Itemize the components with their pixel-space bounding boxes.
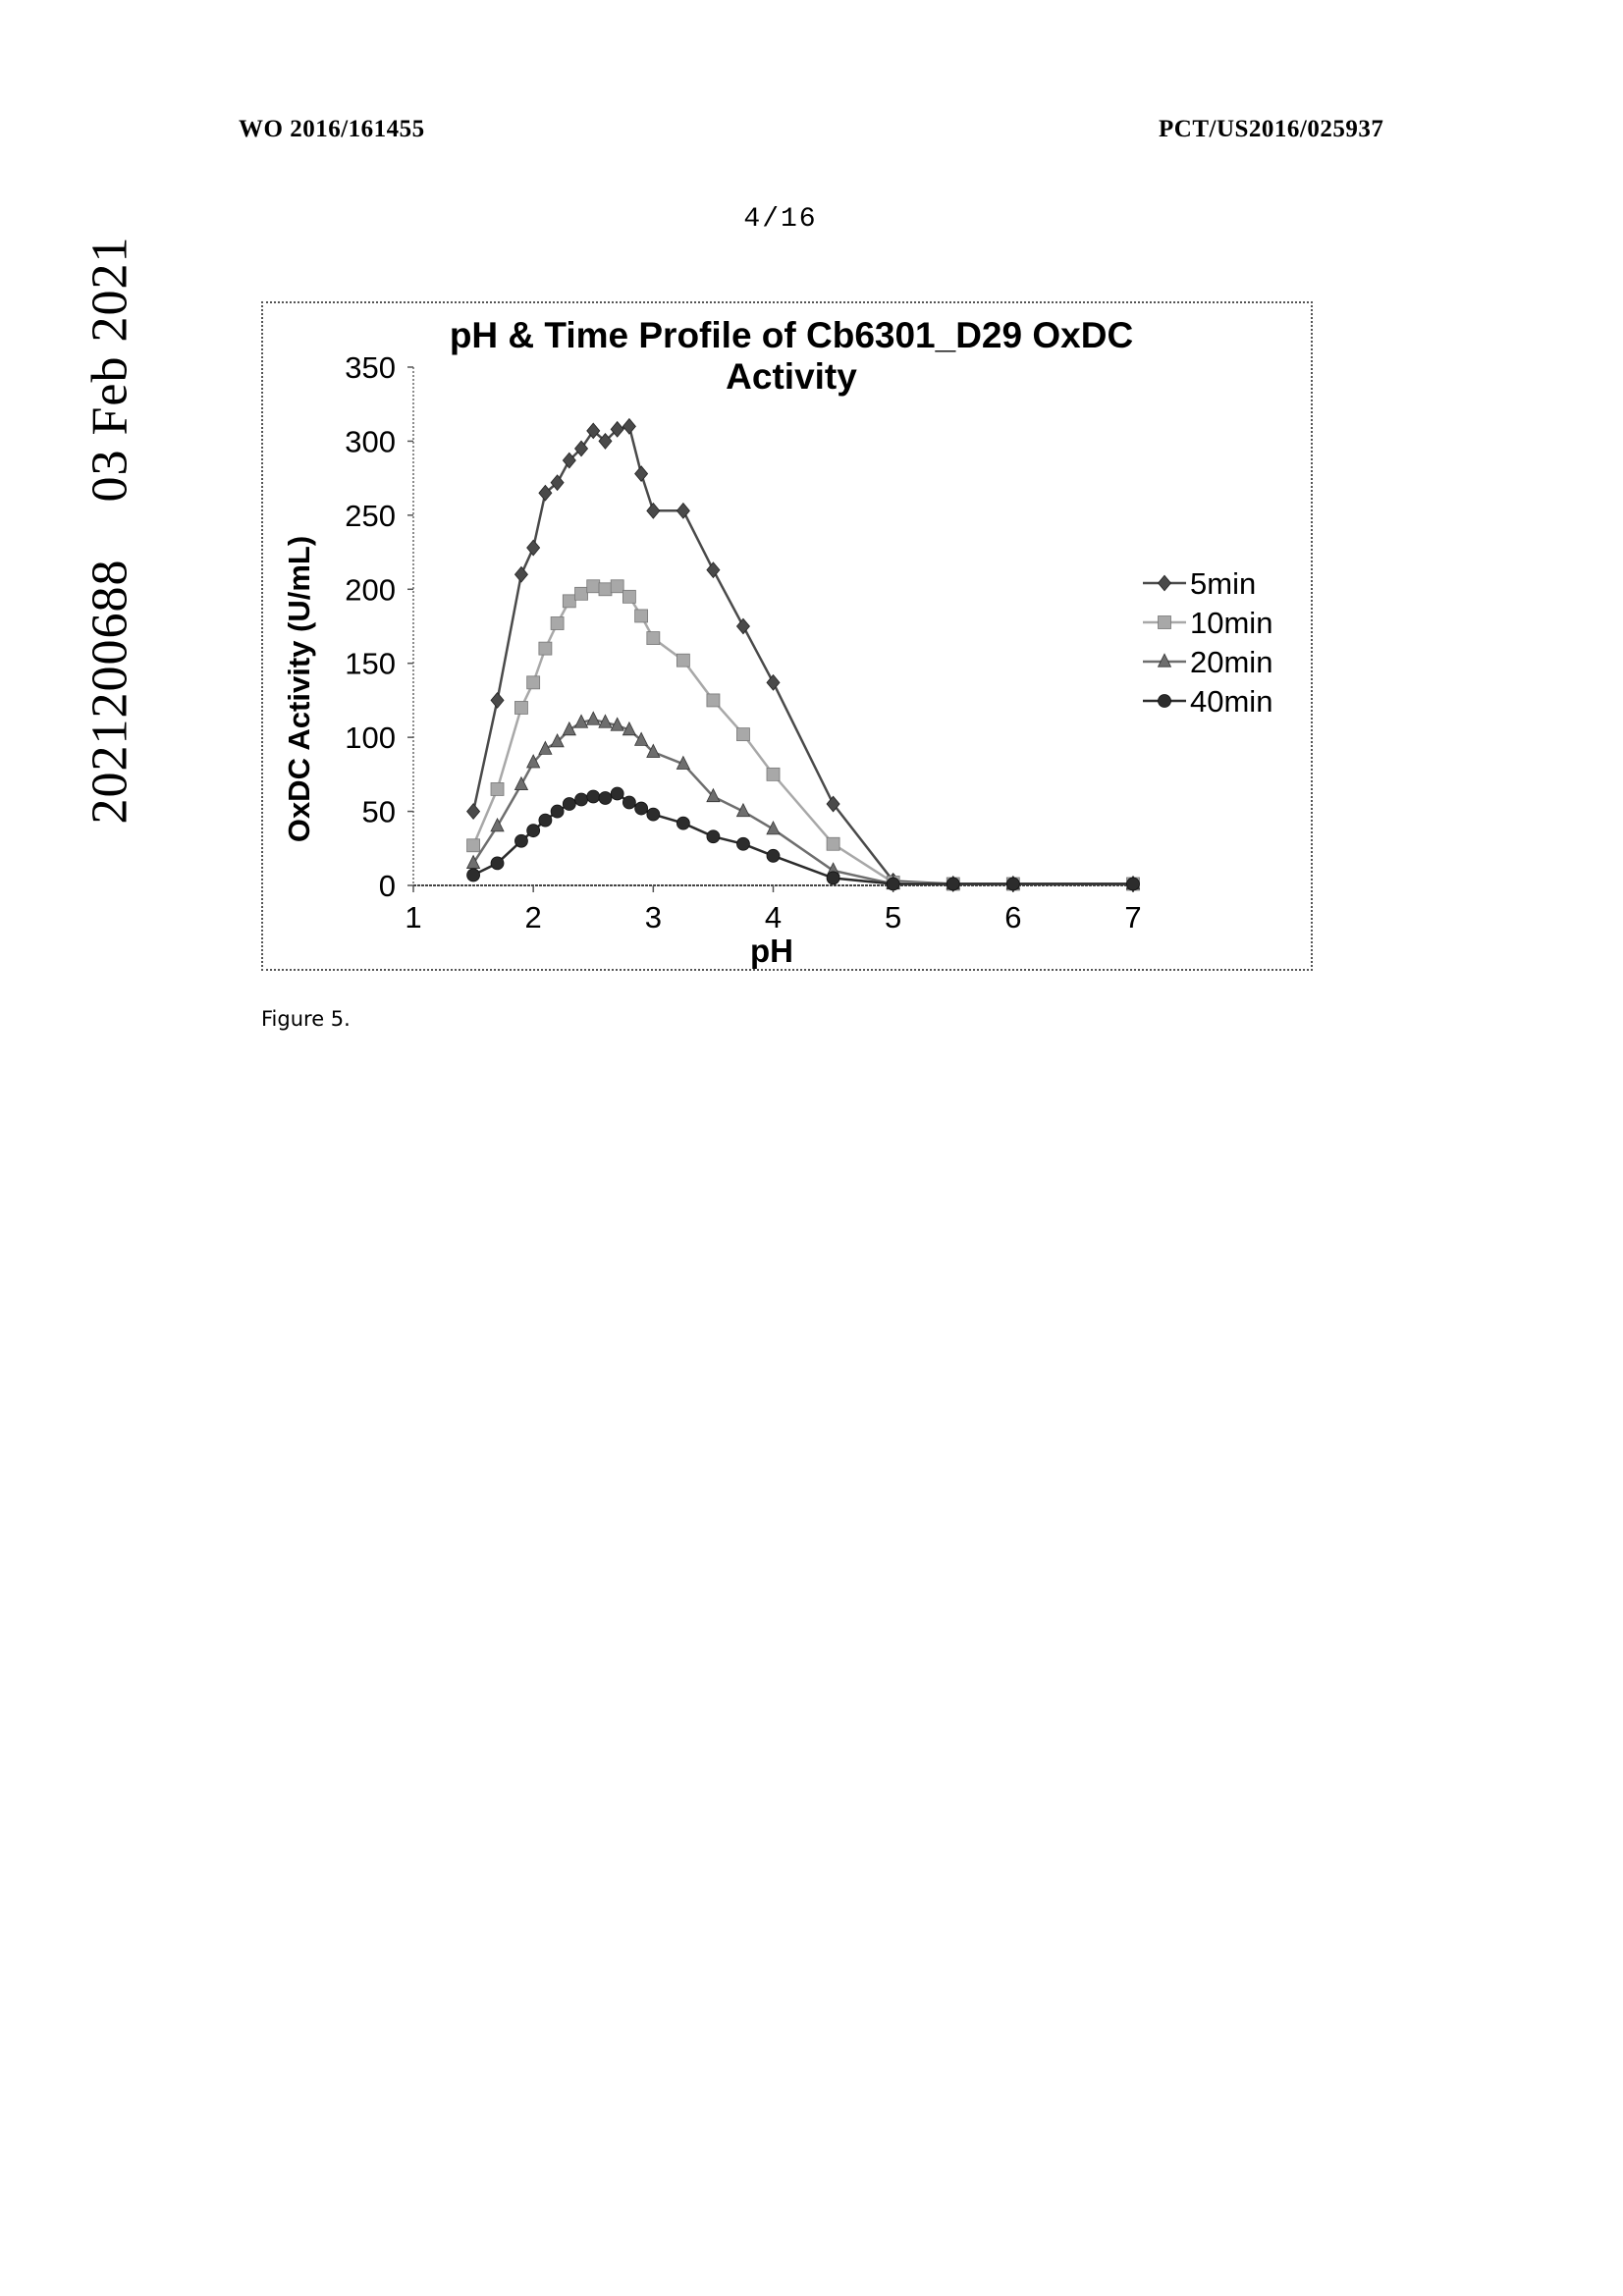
data-point (707, 830, 720, 843)
data-point (767, 849, 780, 862)
x-tick-label: 2 (524, 900, 542, 934)
page-number: 4/16 (743, 204, 818, 235)
data-point (514, 566, 527, 582)
y-tick-label: 0 (378, 869, 396, 903)
series-5min (467, 419, 1140, 892)
y-tick-label: 350 (345, 350, 396, 385)
side-stamp-date: 03 Feb 2021 (81, 236, 138, 503)
chart-title-line2: Activity (726, 356, 857, 397)
legend-label: 20min (1190, 645, 1273, 679)
series-40min (467, 787, 1140, 890)
y-tick-label: 250 (345, 498, 396, 533)
data-point (575, 793, 588, 806)
data-point (736, 837, 749, 850)
chart-title: pH & Time Profile of Cb6301_D29 OxDC (449, 315, 1134, 355)
x-tick-label: 1 (405, 900, 422, 934)
data-point (514, 777, 527, 790)
data-point (635, 610, 648, 622)
data-point (575, 587, 588, 600)
data-point (467, 839, 480, 852)
legend-marker (1159, 616, 1171, 629)
side-stamp (81, 237, 139, 825)
series-layer (467, 419, 1140, 892)
data-point (887, 878, 899, 890)
x-tick-label: 6 (1004, 900, 1022, 934)
data-point (676, 504, 689, 519)
x-tick-label: 4 (764, 900, 783, 934)
data-point (599, 791, 612, 804)
data-point (563, 798, 575, 811)
data-point (599, 583, 612, 596)
data-point (539, 814, 552, 827)
data-point (707, 694, 720, 707)
data-point (611, 580, 623, 593)
publication-number: WO 2016/161455 (239, 116, 425, 142)
y-tick-label: 150 (345, 646, 396, 681)
data-point (527, 540, 540, 556)
data-point (676, 817, 689, 829)
data-point (491, 857, 504, 870)
data-point (622, 590, 635, 603)
legend-marker (1159, 654, 1171, 667)
data-point (587, 790, 600, 803)
y-tick-label: 200 (345, 572, 396, 608)
data-point (736, 728, 749, 741)
data-point (767, 675, 780, 691)
x-tick-label: 5 (885, 900, 902, 934)
data-point (514, 701, 527, 714)
data-point (827, 872, 839, 884)
data-point (647, 632, 660, 645)
x-axis-label: pH (750, 933, 793, 969)
data-point (527, 825, 540, 837)
x-tick-label: 7 (1124, 900, 1142, 934)
data-point (467, 804, 480, 820)
data-point (736, 618, 749, 634)
data-point (647, 808, 660, 821)
data-point (514, 834, 527, 847)
legend-marker (1159, 695, 1171, 708)
data-point (947, 878, 959, 890)
data-point (635, 802, 648, 815)
data-point (587, 580, 600, 593)
data-point (767, 768, 780, 780)
data-point (467, 869, 480, 881)
legend-marker (1159, 575, 1171, 591)
chart (263, 303, 1311, 969)
side-stamp-number: 2021200688 (81, 559, 138, 825)
application-number: PCT/US2016/025937 (1159, 116, 1384, 142)
data-point (707, 562, 720, 578)
data-point (491, 782, 504, 795)
data-point (622, 796, 635, 809)
data-point (635, 732, 648, 745)
data-point (1006, 878, 1019, 890)
data-point (635, 466, 648, 482)
figure-frame (261, 301, 1313, 971)
data-point (563, 595, 575, 608)
y-axis-label: OxDC Activity (U/mL) (282, 535, 316, 843)
data-point (527, 676, 540, 689)
data-point (539, 741, 552, 754)
legend-label: 10min (1190, 606, 1273, 640)
data-point (551, 616, 564, 629)
series-line (473, 426, 1133, 883)
data-point (539, 642, 552, 655)
data-point (563, 722, 575, 735)
y-tick-label: 50 (361, 794, 396, 829)
data-point (551, 805, 564, 818)
legend (1143, 566, 1272, 719)
x-tick-label: 3 (644, 900, 662, 934)
legend-label: 5min (1190, 566, 1257, 601)
data-point (611, 787, 623, 800)
figure-caption: Figure 5. (261, 1007, 351, 1031)
y-tick-label: 300 (345, 424, 396, 459)
data-point (1127, 878, 1140, 890)
data-point (647, 504, 660, 519)
data-point (676, 654, 689, 667)
data-point (827, 837, 839, 850)
legend-label: 40min (1190, 684, 1273, 719)
y-tick-label: 100 (345, 721, 396, 756)
data-point (622, 419, 635, 435)
data-point (587, 712, 600, 724)
data-point (491, 693, 504, 709)
